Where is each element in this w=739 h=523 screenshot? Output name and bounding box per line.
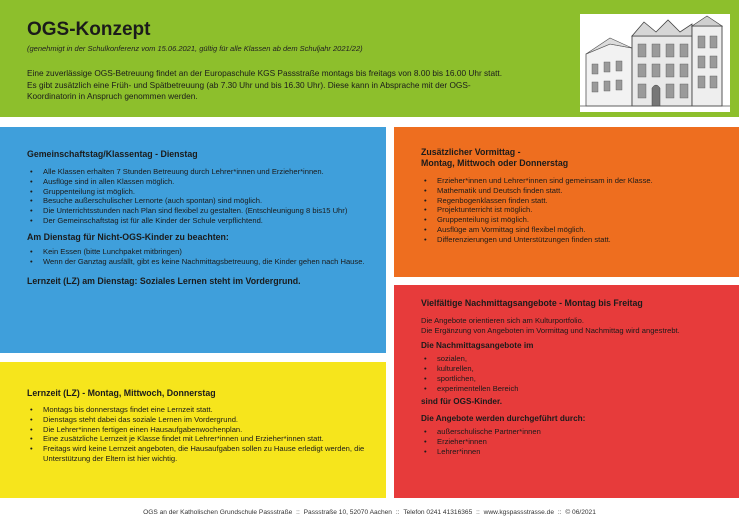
footer-separator: :: [296,509,300,516]
list-item: • sportlichen, [421,374,731,384]
panel-title: Lernzeit (LZ) - Montag, Mittwoch, Donnerstag [27,388,216,398]
page-title: OGS-Konzept [27,19,151,40]
panel-lernzeit [0,362,386,498]
list-item: • Mathematik und Deutsch finden statt. [421,186,731,196]
footer-web-link[interactable]: www.kgspassstrasse.de [483,509,554,516]
intro-line: Koordinatorin in Anspruch genommen werden. [27,91,198,101]
list-item: • experimentellen Bereich [421,384,731,394]
panel-title: Vielfältige Nachmittagsangebote - Montag bis Freitag [421,298,643,308]
panel-closing: Lernzeit (LZ) am Dienstag: Soziales Lernen steht im Vordergrund. [27,276,301,287]
footer [0,509,739,516]
panel-title-line: Zusätzlicher Vormittag - [421,147,521,157]
list-item: • Der Gemeinschaftstag ist für alle Kinder der Schule verpflichtend. [27,216,377,226]
bullet-list [27,405,377,464]
list-item: • Wenn der Ganztag ausfällt, gibt es keine Nachmittagsbetreuung, die Kinder gehen nach Hause. [27,257,377,267]
school-building-image [580,14,730,112]
list-item: • Ausflüge am Vormittag sind flexibel möglich. [421,225,731,235]
panel-title: Gemeinschaftstag/Klassentag - Dienstag [27,149,198,159]
list-item: • Die Lehrer*innen fertigen einen Hausaufgabenwochenplan. [27,425,377,435]
page-subtitle: (genehmigt in der Schulkonferenz vom 15.06.2021, gültig für alle Klassen ab dem Schuljahr 2021/22) [27,44,363,53]
intro-line: Es gibt zusätzlich eine Früh- und Spätbetreuung (ab 7.30 Uhr und bis 16.30 Uhr). Diese kann in Absprache mit der OGS- [27,79,471,90]
bullet-list [421,176,731,245]
footer-separator: :: [476,509,480,516]
list-item: • Gruppenteilung ist möglich. [421,215,731,225]
panel-text: Die Ergänzung von Angeboten im Vormittag und Nachmittag wird angestrebt. [421,325,680,335]
list-item: • Freitags wird keine Lernzeit angeboten, die Hausaufgaben sollen zu Hause erledigt werden, die Unterstützung der Eltern ist hier wichtig. [27,444,377,464]
list-item: • Die Unterrichtsstunden nach Plan sind flexibel zu gestalten. (Entschleunigung 8 bis15 Uhr) [27,206,377,216]
panel-subheading: Die Angebote werden durchgeführt durch: [421,414,586,424]
list-item: • kulturellen, [421,364,731,374]
bullet-list [27,247,377,267]
intro-line: Eine zuverlässige OGS-Betreuung findet an der Europaschule KGS Passstraße montags bis freitags von 8.00 bis 16.00 Uhr statt. [27,68,503,78]
footer-copyright: © 06/2021 [565,509,596,516]
panel-nachmittagsangebote [394,285,739,498]
intro-text [27,68,592,103]
list-item: • Differenzierungen und Unterstützungen finden statt. [421,235,731,245]
list-item: • Dienstags steht dabei das soziale Lernen im Vordergrund. [27,415,377,425]
list-item: • Montags bis donnerstags findet eine Lernzeit statt. [27,405,377,415]
panel-subheading: Am Dienstag für Nicht-OGS-Kinder zu beachten: [27,231,229,242]
list-item: • Alle Klassen erhalten 7 Stunden Betreuung durch Lehrer*innen und Erzieher*innen. [27,167,377,177]
list-item: • außerschulische Partner*innen [421,427,731,437]
panel-gemeinschaftstag [0,127,386,353]
list-item: • Erzieher*innen und Lehrer*innen sind gemeinsam in der Klasse. [421,176,731,186]
bullet-list [421,427,731,456]
footer-address: Passstraße 10, 52070 Aachen [303,509,392,516]
list-item: • Besuche außerschulischer Lernorte (auch spontan) sind möglich. [27,196,377,206]
footer-separator: :: [557,509,562,516]
panel-subheading: sind für OGS-Kinder. [421,397,502,407]
list-item: • Eine zusätzliche Lernzeit je Klasse findet mit Lehrer*innen und Erzieher*innen statt. [27,434,377,444]
panel-text: Die Angebote orientieren sich am Kulturportfolio. [421,316,584,325]
footer-separator: :: [395,509,400,516]
list-item: • Lehrer*innen [421,447,731,457]
bullet-list [27,167,377,226]
footer-org: OGS an der Katholischen Grundschule Passstraße [143,509,293,516]
list-item: • Kein Essen (bitte Lunchpaket mitbringen) [27,247,377,257]
list-item: • Ausflüge sind in allen Klassen möglich. [27,177,377,187]
list-item: • Projektunterricht ist möglich. [421,205,731,215]
list-item: • Regenbogenklassen finden statt. [421,196,731,206]
header-band [0,0,739,117]
list-item: • sozialen, [421,354,731,364]
panel-subheading: Die Nachmittagsangebote im [421,341,534,351]
list-item: • Erzieher*innen [421,437,731,447]
footer-phone: Telefon 0241 41316365 [403,509,473,516]
panel-zusaetzlicher-vormittag [394,127,739,277]
bullet-list [421,354,731,393]
list-item: • Gruppenteilung ist möglich. [27,187,377,197]
panel-title-line: Montag, Mittwoch oder Donnerstag [421,158,569,168]
